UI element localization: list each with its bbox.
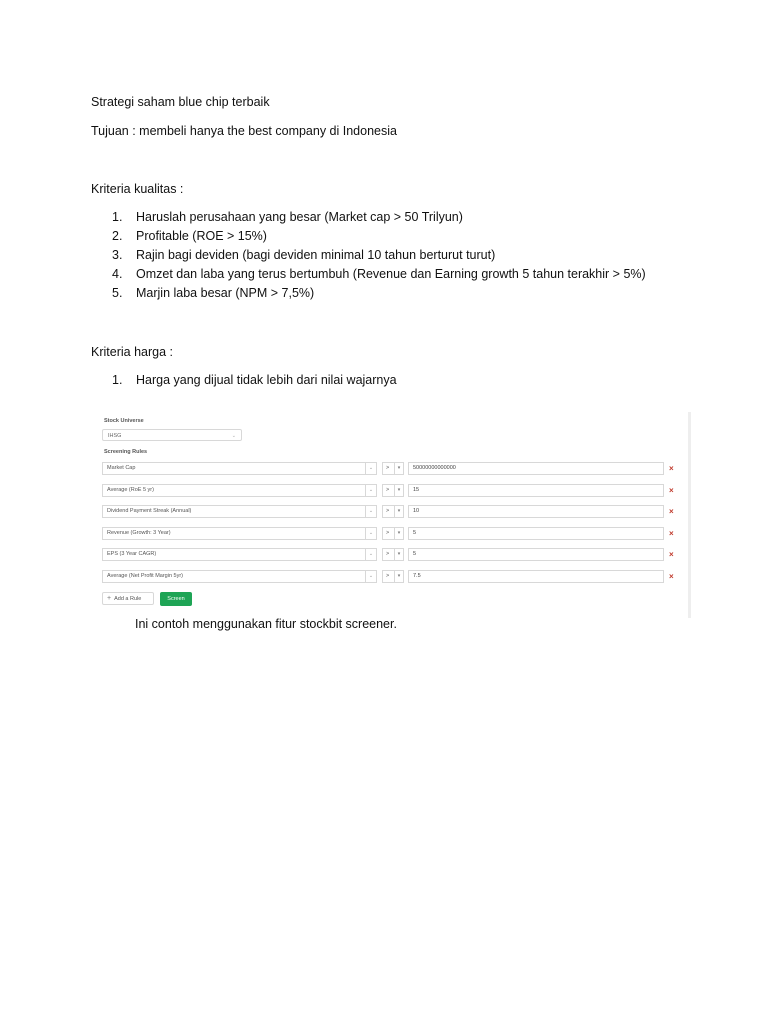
remove-rule-icon[interactable]: × (669, 486, 674, 495)
screening-rule-row (102, 505, 682, 518)
chevron-down-icon: ⌄ (365, 462, 376, 475)
list-item: 1. Harga yang dijual tidak lebih dari nilai wajarnya (112, 373, 397, 387)
rule-operator-select[interactable]: > ▾ (382, 548, 404, 561)
stock-universe-label: Stock Universe (104, 418, 144, 424)
stock-universe-value: IHSG (108, 433, 122, 439)
screening-rule-row (102, 570, 682, 583)
caret-down-icon: ▾ (394, 570, 403, 583)
rule-operator-select[interactable]: > ▾ (382, 484, 404, 497)
remove-rule-icon[interactable]: × (669, 464, 674, 473)
rule-metric-select[interactable]: Dividend Payment Streak (Annual) ⌄ (102, 505, 377, 518)
document-goal: Tujuan : membeli hanya the best company di Indonesia (91, 124, 397, 138)
screening-rule-row (102, 462, 682, 475)
rule-value-input[interactable]: 50000000000000 (408, 462, 664, 475)
quality-criteria-list (112, 208, 646, 303)
screening-rule-row (102, 527, 682, 540)
rule-metric-select[interactable]: EPS (3 Year CAGR) ⌄ (102, 548, 377, 561)
screenshot-caption: Ini contoh menggunakan fitur stockbit screener. (135, 617, 397, 631)
document-title: Strategi saham blue chip terbaik (91, 95, 270, 109)
screening-rules-label: Screening Rules (104, 449, 148, 455)
chevron-down-icon: ⌄ (365, 527, 376, 540)
caret-down-icon: ▾ (394, 462, 403, 475)
price-criteria-heading: Kriteria harga : (91, 345, 173, 359)
rule-value-input[interactable]: 5 (408, 527, 664, 540)
stockbit-screener-screenshot (98, 412, 691, 618)
list-item: 2. Profitable (ROE > 15%) (112, 229, 267, 243)
rule-operator-select[interactable]: > ▾ (382, 527, 404, 540)
plus-icon: + (107, 595, 112, 602)
quality-criteria-heading: Kriteria kualitas : (91, 182, 184, 196)
list-item: 1. Haruslah perusahaan yang besar (Market cap > 50 Trilyun) (112, 210, 463, 224)
chevron-down-icon: ⌄ (365, 505, 376, 518)
rule-operator-select[interactable]: > ▾ (382, 462, 404, 475)
caret-down-icon: ▾ (394, 505, 403, 518)
remove-rule-icon[interactable]: × (669, 572, 674, 581)
add-rule-button[interactable]: + Add a Rule (102, 592, 154, 605)
rule-metric-select[interactable]: Average (Net Profit Margin 5yr) ⌄ (102, 570, 377, 583)
remove-rule-icon[interactable]: × (669, 550, 674, 559)
rule-value-input[interactable]: 7.5 (408, 570, 664, 583)
screen-button[interactable]: Screen (160, 592, 192, 606)
price-criteria-list (112, 371, 397, 390)
rule-value-input[interactable]: 5 (408, 548, 664, 561)
rule-operator-select[interactable]: > ▾ (382, 505, 404, 518)
list-item: 3. Rajin bagi deviden (bagi deviden minimal 10 tahun berturut turut) (112, 248, 496, 262)
remove-rule-icon[interactable]: × (669, 529, 674, 538)
rule-metric-select[interactable]: Average (RoE 5 yr) ⌄ (102, 484, 377, 497)
chevron-down-icon: ⌄ (365, 484, 376, 497)
list-item: 4. Omzet dan laba yang terus bertumbuh (Revenue dan Earning growth 5 tahun terakhir > 5%) (112, 267, 646, 281)
chevron-down-icon: ⌄ (365, 548, 376, 561)
stock-universe-select[interactable] (102, 429, 242, 441)
screening-rule-row (102, 548, 682, 561)
remove-rule-icon[interactable]: × (669, 507, 674, 516)
rule-operator-select[interactable]: > ▾ (382, 570, 404, 583)
screening-rule-row (102, 484, 682, 497)
rule-metric-select[interactable]: Market Cap ⌄ (102, 462, 377, 475)
list-item: 5. Marjin laba besar (NPM > 7,5%) (112, 286, 315, 300)
rule-value-input[interactable]: 10 (408, 505, 664, 518)
caret-down-icon: ▾ (394, 527, 403, 540)
rule-value-input[interactable]: 15 (408, 484, 664, 497)
chevron-down-icon: ⌄ (365, 570, 376, 583)
rule-metric-select[interactable]: Revenue (Growth: 3 Year) ⌄ (102, 527, 377, 540)
caret-down-icon: ▾ (394, 548, 403, 561)
caret-down-icon: ▾ (394, 484, 403, 497)
chevron-down-icon: ⌄ (231, 433, 236, 439)
